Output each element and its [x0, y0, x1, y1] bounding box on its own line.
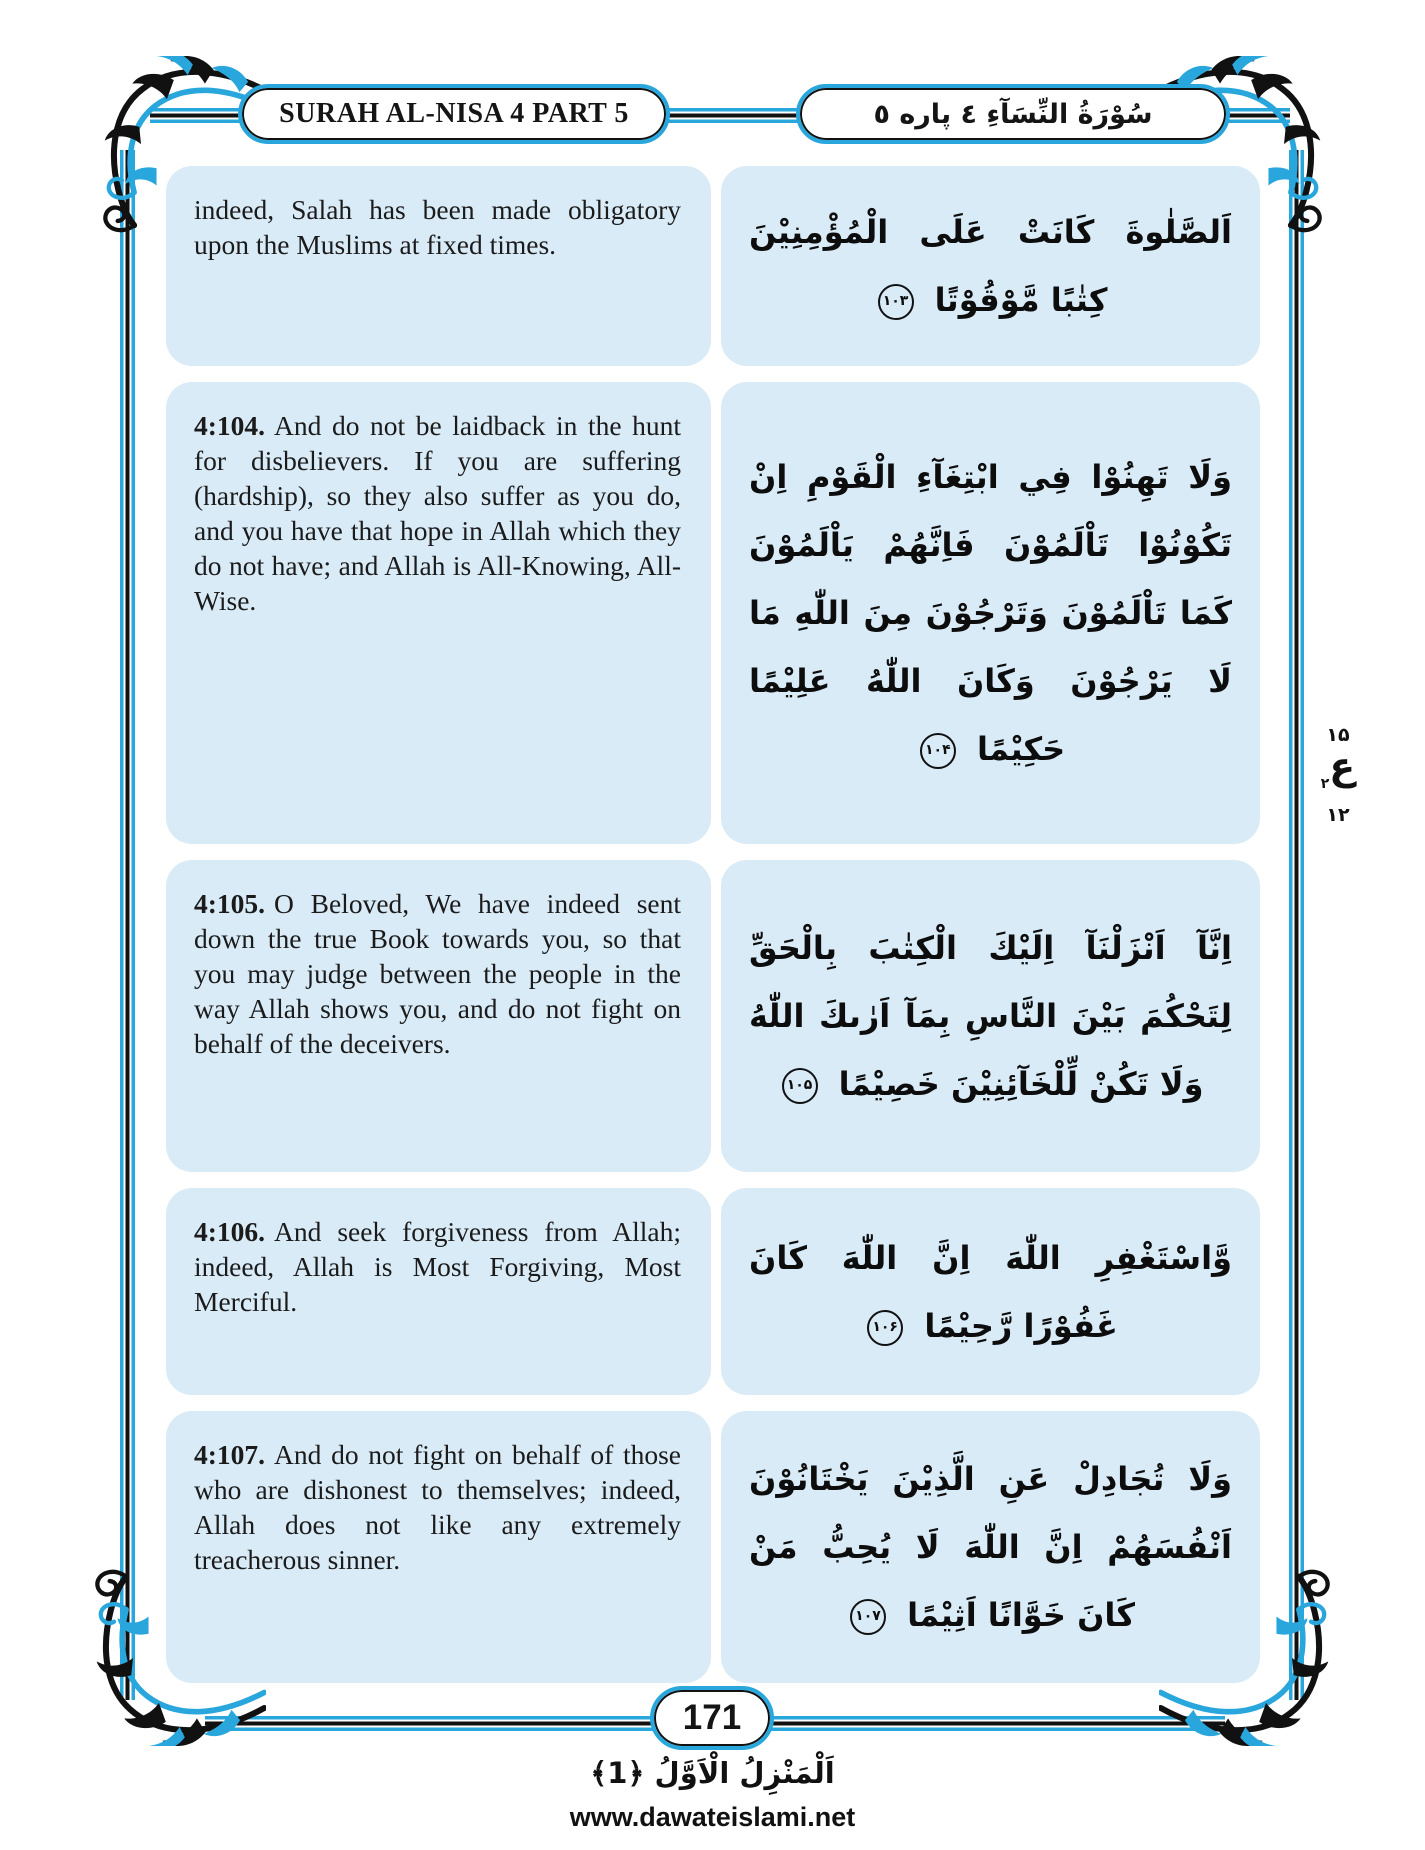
arabic-text: وَلَا تَهِنُوْا فِي ابْتِغَآءِ الْقَوْمِ اِنْ تَكُوْنُوْا تَاْلَمُوْنَ فَاِنَّهُمْ يَاْلَمُوْنَ كَمَا تَاْلَمُوْنَ وَتَرْجُوْنَ مِنَ اللّٰهِ مَا لَا يَرْجُوْنَ وَكَانَ اللّٰهُ عَلِيْمًا حَكِيْمًا	[749, 458, 1232, 768]
english-text: And seek forgiveness from Allah; indeed, Allah is Most Forgiving, Most Merciful.	[194, 1216, 681, 1317]
ruku-number-top: ۱۵	[1326, 724, 1350, 746]
surah-title-pill-arabic	[796, 84, 1230, 144]
surah-title-english: SURAH AL-NISA 4 PART 5	[279, 98, 629, 129]
arabic-verse	[721, 382, 1260, 844]
english-translation	[166, 382, 711, 844]
verse-ref: 4:105.	[194, 888, 266, 919]
verse-number-badge: ۱۰۵	[782, 1068, 818, 1104]
verse-ref: 4:104.	[194, 410, 266, 441]
verse-row-106	[166, 1188, 1260, 1395]
ain-marker: ع$_۲$	[1320, 744, 1356, 792]
english-text: indeed, Salah has been made obligatory upon the Muslims at fixed times.	[194, 194, 681, 260]
verse-row-104	[166, 382, 1260, 844]
verse-number-badge: ۱۰۷	[850, 1599, 886, 1635]
corner-flourish-icon	[84, 56, 274, 246]
arabic-verse	[721, 860, 1260, 1172]
english-text: And do not fight on behalf of those who are dishonest to themselves; indeed, Allah does not like any extremely treacherous sinner.	[194, 1439, 681, 1575]
arabic-text: اِنَّآ اَنْزَلْنَآ اِلَيْكَ الْكِتٰبَ بِالْحَقِّ لِتَحْكُمَ بَيْنَ النَّاسِ بِمَآ اَرٰىكَ اللّٰهُ وَلَا تَكُنْ لِّلْخَآئِنِيْنَ خَصِيْمًا	[749, 929, 1232, 1103]
verse-row-107	[166, 1411, 1260, 1683]
corner-flourish-icon	[76, 1556, 266, 1746]
english-text: And do not be laidback in the hunt for disbelievers. If you are suffering (hardship), so they also suffer as you do, and you have that hope in Allah which they do not have; and Allah is All-Knowing, All-Wise.	[194, 410, 681, 616]
ain-sub-number: ۲	[1320, 776, 1330, 792]
arabic-text: وَّاسْتَغْفِرِ اللّٰهَ اِنَّ اللّٰهَ كَانَ غَفُوْرًا رَّحِيْمًا	[749, 1238, 1232, 1345]
verse-row-105	[166, 860, 1260, 1172]
arabic-verse	[721, 1188, 1260, 1395]
verse-number-badge: ۱۰۴	[920, 733, 956, 769]
ruku-number-bottom: ۱۲	[1326, 804, 1350, 826]
verse-number-badge: ۱۰۶	[867, 1310, 903, 1346]
arabic-text: اَلصَّلٰوةَ كَانَتْ عَلَى الْمُؤْمِنِيْنَ كِتٰبًا مَّوْقُوْتًا	[749, 213, 1232, 319]
english-translation	[166, 1188, 711, 1395]
right-border-rule	[1289, 150, 1304, 1700]
surah-title-pill-english	[238, 84, 670, 144]
verse-number-badge: ۱۰۳	[878, 284, 914, 320]
english-text: O Beloved, We have indeed sent down the true Book towards you, so that you may judge between the people in the way Allah shows you, and do not fight on behalf of the deceivers.	[194, 888, 681, 1059]
surah-title-arabic: سُوْرَةُ النِّسَآءِ ٤ پاره ٥	[873, 98, 1153, 130]
corner-flourish-icon	[1159, 1556, 1349, 1746]
website-url: www.dawateislami.net	[569, 1802, 856, 1832]
ruku-margin-marker	[1309, 724, 1367, 826]
verse-row-103	[166, 166, 1260, 366]
manzil-label: اَلْمَنْزِلُ الْاَوَّلُ ﴿1﴾	[590, 1756, 835, 1790]
page-number: 171	[682, 1698, 742, 1737]
verse-ref: 4:106.	[194, 1216, 266, 1247]
left-border-rule	[120, 150, 135, 1700]
verse-ref: 4:107.	[194, 1439, 266, 1470]
page-number-pill	[650, 1686, 774, 1750]
english-translation	[166, 860, 711, 1172]
arabic-text: وَلَا تُجَادِلْ عَنِ الَّذِيْنَ يَخْتَانُوْنَ اَنْفُسَهُمْ اِنَّ اللّٰهَ لَا يُحِبُّ مَنْ كَانَ خَوَّانًا اَثِيْمًا	[749, 1460, 1232, 1634]
verse-table	[166, 166, 1260, 1683]
